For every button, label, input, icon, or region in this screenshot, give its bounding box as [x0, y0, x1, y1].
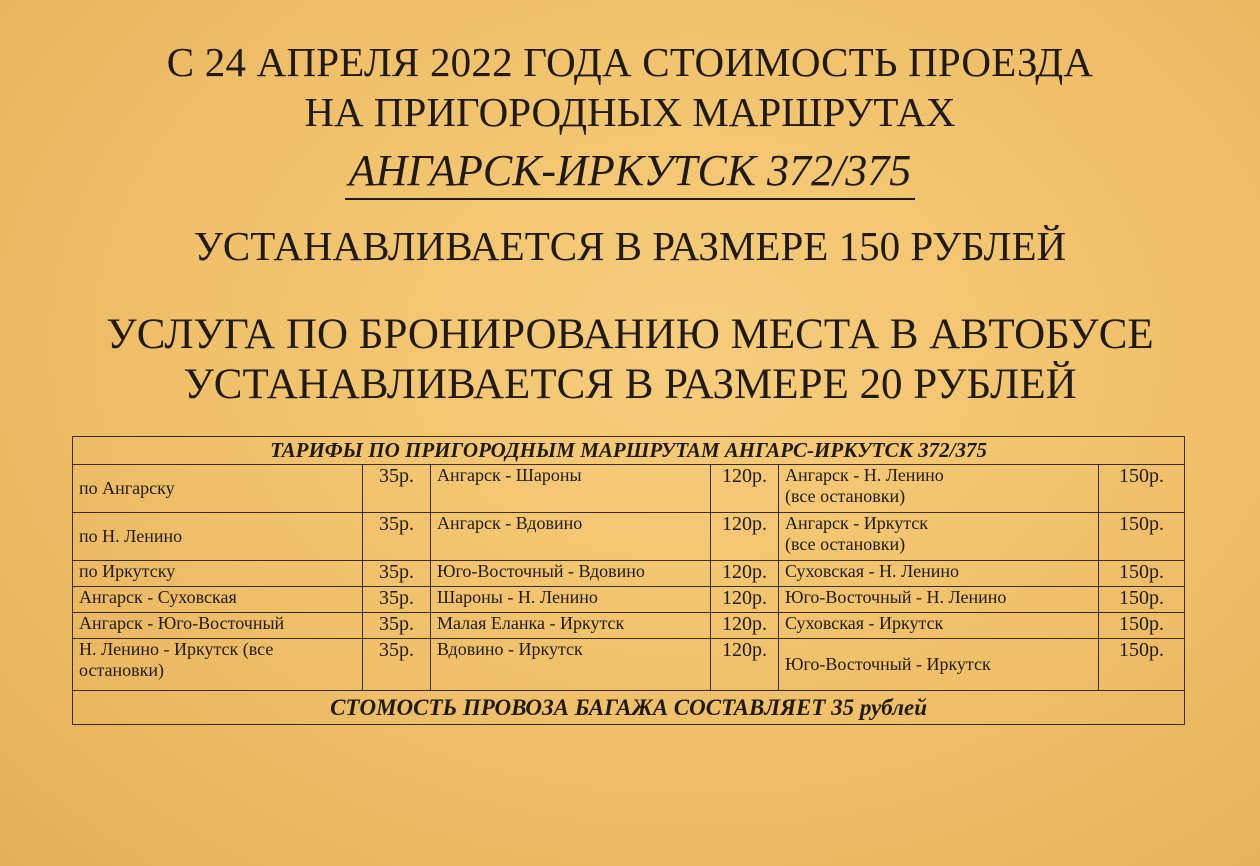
route-cell: по Ангарску	[73, 465, 363, 513]
notice-line-date: С 24 АПРЕЛЯ 2022 ГОДА СТОИМОСТЬ ПРОЕЗДА	[166, 39, 1094, 85]
table-row	[73, 561, 1185, 587]
price-cell: 35р.	[363, 465, 431, 513]
table-row	[73, 513, 1185, 561]
price-cell: 35р.	[363, 587, 431, 613]
route-cell: по Иркутску	[73, 561, 363, 587]
price-cell: 150р.	[1099, 465, 1185, 513]
route-cell-note: остановки)	[79, 660, 165, 680]
route-cell: Суховская - Иркутск	[779, 613, 1099, 639]
price-cell: 120р.	[711, 561, 779, 587]
price-cell: 120р.	[711, 613, 779, 639]
route-cell: Юго-Восточный - Иркутск	[779, 639, 1099, 691]
baggage-fee-note: СТОМОСТЬ ПРОВОЗА БАГАЖА СОСТАВЛЯЕТ 35 рублей	[73, 691, 1185, 725]
route-cell: Ангарск - Суховская	[73, 587, 363, 613]
route-cell: Ангарск - Юго-Восточный	[73, 613, 363, 639]
price-cell: 150р.	[1099, 587, 1185, 613]
price-cell: 120р.	[711, 587, 779, 613]
route-cell	[779, 513, 1099, 561]
tariff-table-footer-row	[73, 691, 1185, 725]
route-cell: по Н. Ленино	[73, 513, 363, 561]
price-cell: 35р.	[363, 513, 431, 561]
route-cell-line: Ангарск - Н. Ленино	[785, 465, 944, 485]
notice-line-price: УСТАНАВЛИВАЕТСЯ В РАЗМЕРЕ 150 РУБЛЕЙ	[193, 223, 1067, 269]
route-cell: Шароны - Н. Ленино	[431, 587, 711, 613]
route-title: АНГАРСК-ИРКУТСК 372/375	[345, 148, 916, 200]
route-cell: Суховская - Н. Ленино	[779, 561, 1099, 587]
price-cell: 150р.	[1099, 561, 1185, 587]
route-cell	[779, 465, 1099, 513]
price-cell: 120р.	[711, 639, 779, 691]
table-row	[73, 613, 1185, 639]
route-cell: Вдовино - Иркутск	[431, 639, 711, 691]
route-cell-note: (все остановки)	[785, 486, 906, 506]
price-cell: 35р.	[363, 639, 431, 691]
price-cell: 120р.	[711, 465, 779, 513]
route-cell: Ангарск - Вдовино	[431, 513, 711, 561]
route-cell-line: Н. Ленино - Иркутск (все	[79, 639, 274, 659]
route-cell: Юго-Восточный - Н. Ленино	[779, 587, 1099, 613]
route-title-wrap	[0, 148, 1260, 200]
price-cell: 35р.	[363, 561, 431, 587]
route-cell: Малая Еланка - Иркутск	[431, 613, 711, 639]
tariff-table-caption: ТАРИФЫ ПО ПРИГОРОДНЫМ МАРШРУТАМ АНГАРС-ИРКУТСК 372/375	[73, 437, 1185, 465]
notice-line-routes: НА ПРИГОРОДНЫХ МАРШРУТАХ	[304, 89, 956, 135]
price-cell: 150р.	[1099, 513, 1185, 561]
price-cell: 150р.	[1099, 613, 1185, 639]
notice-line-booking: УСЛУГА ПО БРОНИРОВАНИЮ МЕСТА В АВТОБУСЕ	[106, 311, 1154, 358]
route-cell: Юго-Восточный - Вдовино	[431, 561, 711, 587]
tariff-table	[72, 436, 1185, 725]
table-row	[73, 639, 1185, 691]
table-row	[73, 465, 1185, 513]
route-cell: Ангарск - Шароны	[431, 465, 711, 513]
price-cell: 35р.	[363, 613, 431, 639]
table-row	[73, 587, 1185, 613]
route-cell-note: (все остановки)	[785, 534, 906, 554]
route-cell	[73, 639, 363, 691]
price-cell: 120р.	[711, 513, 779, 561]
tariff-table-caption-row	[73, 437, 1185, 465]
route-cell-line: Ангарск - Иркутск	[785, 513, 929, 533]
notice-line-booking-price: УСТАНАВЛИВАЕТСЯ В РАЗМЕРЕ 20 РУБЛЕЙ	[183, 361, 1077, 408]
price-cell: 150р.	[1099, 639, 1185, 691]
